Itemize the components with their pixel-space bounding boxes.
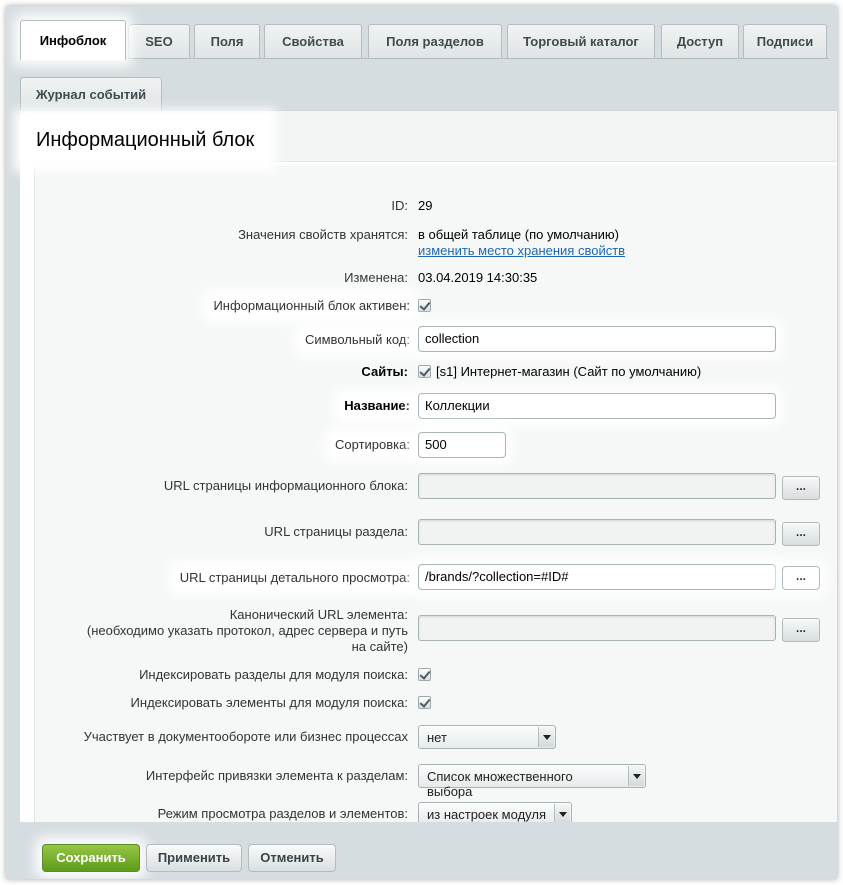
modified-value: 03.04.2019 14:30:35 — [418, 270, 538, 285]
workflow-select-value: нет — [427, 730, 447, 745]
active-label: Информационный блок активен: — [209, 296, 414, 316]
sort-label: Сортировка: — [331, 435, 414, 455]
tab-access[interactable]: Доступ — [661, 24, 739, 58]
modified-label: Изменена: — [344, 270, 408, 285]
panel-title: Информационный блок — [20, 115, 270, 166]
index-sections-checkbox[interactable] — [418, 668, 431, 681]
chevron-down-icon — [554, 804, 570, 824]
workflow-select[interactable] — [418, 725, 556, 749]
chevron-down-icon — [538, 727, 554, 747]
form-footer — [6, 822, 837, 879]
site-s1-checkbox[interactable] — [418, 365, 431, 378]
index-elements-label: Индексировать элементы для модуля поиска: — [130, 695, 408, 710]
view-mode-label: Режим просмотра разделов и элементов: — [157, 806, 408, 821]
id-value: 29 — [418, 198, 433, 213]
row-sort — [35, 427, 837, 461]
binding-select-value: Список множественного выбора — [427, 769, 573, 799]
row-active — [35, 293, 837, 321]
code-input[interactable]: collection — [418, 326, 776, 352]
id-label: ID: — [391, 198, 408, 213]
row-id — [35, 193, 837, 221]
index-elements-checkbox[interactable] — [418, 696, 431, 709]
storage-value: в общей таблице (по умолчанию) — [418, 227, 620, 242]
row-modified — [35, 265, 837, 293]
row-binding — [35, 761, 837, 799]
window-frame — [6, 6, 837, 879]
canonical-label: Канонический URL элемента: — [229, 607, 408, 622]
tab-bar — [20, 18, 829, 60]
list-url-picker-button[interactable]: ... — [782, 476, 820, 500]
canonical-url-picker-button[interactable]: ... — [782, 618, 820, 642]
tab-bar-secondary — [20, 71, 829, 109]
row-code — [35, 321, 837, 355]
save-button[interactable]: Сохранить — [42, 844, 140, 872]
tab-divider — [20, 58, 829, 59]
row-sites — [35, 359, 837, 387]
tab-infoblock[interactable]: Инфоблок — [20, 20, 126, 60]
canonical-note: (необходимо указать протокол, адрес сервера и путь на сайте) — [86, 623, 408, 654]
list-url-label: URL страницы информационного блока: — [163, 478, 408, 493]
row-detail-url — [35, 559, 837, 593]
detail-url-label: URL страницы детального просмотра: — [176, 568, 414, 588]
detail-url-picker-button[interactable]: ... — [782, 566, 820, 590]
list-url-input[interactable] — [418, 473, 776, 499]
storage-label: Значения свойств хранятся: — [238, 227, 408, 242]
sort-input[interactable]: 500 — [418, 432, 506, 458]
detail-url-input[interactable]: /brands/?collection=#ID# — [418, 564, 776, 590]
active-checkbox[interactable] — [418, 299, 431, 312]
apply-button[interactable]: Применить — [146, 844, 242, 872]
code-label: Символьный код: — [301, 330, 414, 350]
row-name — [35, 387, 837, 421]
row-list-url — [35, 469, 837, 503]
settings-form — [34, 165, 837, 829]
view-mode-select-value: из настроек модуля — [427, 807, 546, 822]
change-storage-link[interactable]: изменить место хранения свойств — [418, 243, 626, 258]
workflow-label: Участвует в документообороте или бизнес процессах — [83, 729, 408, 744]
tab-captions[interactable]: Подписи — [743, 24, 827, 58]
tab-properties[interactable]: Свойства — [264, 24, 362, 58]
section-url-input[interactable] — [418, 519, 776, 545]
row-workflow — [35, 721, 837, 753]
section-url-picker-button[interactable]: ... — [782, 522, 820, 546]
row-index-sections — [35, 661, 837, 689]
row-storage — [35, 222, 837, 258]
tab-event-log[interactable]: Журнал событий — [20, 77, 162, 111]
name-input[interactable]: Коллекции — [418, 393, 776, 419]
tab-section-fields[interactable]: Поля разделов — [368, 24, 502, 58]
canonical-url-input[interactable] — [418, 615, 776, 641]
name-label: Название: — [340, 396, 414, 416]
tab-trade-catalog[interactable]: Торговый каталог — [507, 24, 655, 58]
chevron-down-icon — [628, 766, 644, 786]
row-canonical — [35, 603, 837, 659]
binding-label: Интерфейс привязки элемента к разделам: — [145, 768, 408, 783]
sites-label: Сайты: — [361, 364, 408, 379]
index-sections-label: Индексировать разделы для модуля поиска: — [139, 667, 408, 682]
binding-select[interactable] — [418, 764, 646, 799]
row-index-elements — [35, 689, 837, 717]
section-url-label: URL страницы раздела: — [264, 524, 408, 539]
cancel-button[interactable]: Отменить — [248, 844, 336, 872]
tab-seo[interactable]: SEO — [128, 24, 190, 58]
tab-fields[interactable]: Поля — [194, 24, 260, 58]
settings-panel — [20, 110, 837, 829]
row-section-url — [35, 515, 837, 549]
site-s1-label: [s1] Интернет-магазин (Сайт по умолчанию) — [436, 364, 702, 379]
